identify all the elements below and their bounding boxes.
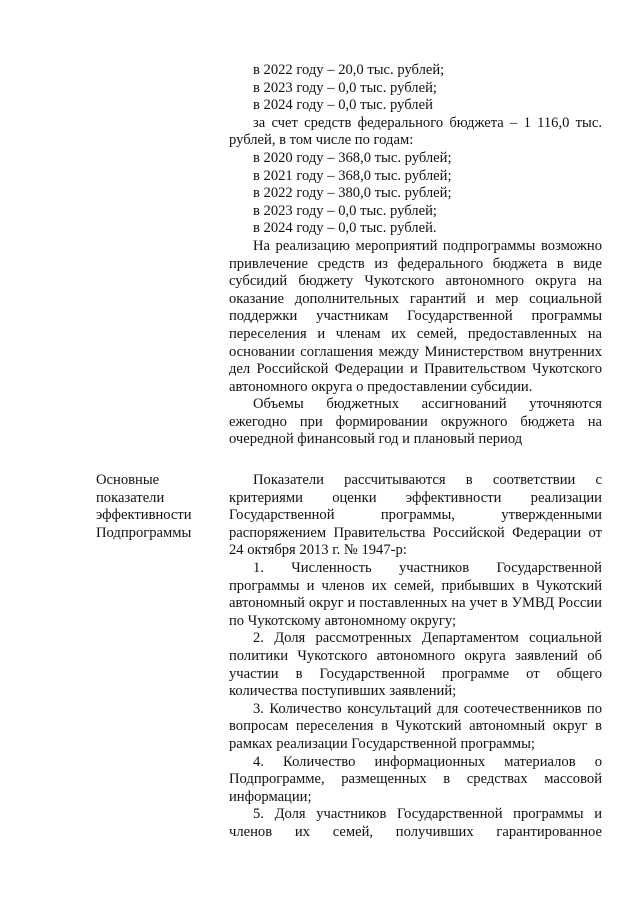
volumes-paragraph: Объемы бюджетных ассигнований уточняются ежегодно при формировании окружного бюджета на очередной финансовый год и плановый период [229, 396, 602, 448]
subsidy-paragraph: На реализацию мероприятий подпрограммы возможно привлечение средств из федерального бюджета в виде субсидий бюджету Чукотского автономного округа на оказание дополнительных гарантий и мер социальной поддержки участникам Государственной программы переселения и членам их семей, предоставленных на основании соглашения между Министерством внутренних дел Российской Федерации и Правительством Чукотского автономного округа о предоставлении субсидии. [229, 237, 602, 395]
regional-year-2023: в 2023 году – 0,0 тыс. рублей; [253, 79, 437, 96]
indicator-item-3: 3. Количество консультаций для соотечественников по вопросам переселения в Чукотский автономный округ в рамках реализации Государственной программы; [229, 700, 602, 752]
indicators-label-text: Основные показатели эффективности Подпрограммы [96, 472, 192, 541]
federal-year-2024: в 2024 году – 0,0 тыс. рублей. [253, 220, 437, 237]
indicators-intro: Показатели рассчитываются в соответствии с критериями оценки эффективности реализации Государственной программы, утвержденными распоряжением Правительства Российской Федерации от 24 октября 2013 г. № 1947-р: [229, 472, 602, 559]
regional-year-2022: в 2022 году – 20,0 тыс. рублей; [253, 62, 445, 78]
indicator-item-4: 4. Количество информационных материалов о Подпрограмме, размещенных в средствах массовой информации; [229, 753, 602, 805]
federal-year-2020: в 2020 году – 368,0 тыс. рублей; [253, 149, 452, 166]
indicator-item-2: 2. Доля рассмотренных Департаментом социальной политики Чукотского автономного округа заявлений об участии в Государственной программе от общего количества поступивших заявлений; [229, 630, 602, 700]
federal-year-2021: в 2021 году – 368,0 тыс. рублей; [253, 167, 452, 184]
federal-budget-intro: за счет средств федерального бюджета – 1 116,0 тыс. рублей, в том числе по годам: [229, 114, 602, 149]
federal-year-2023: в 2023 году – 0,0 тыс. рублей; [253, 202, 437, 219]
indicators-section [229, 472, 602, 841]
funding-section [229, 62, 602, 449]
regional-year-2024: в 2024 году – 0,0 тыс. рублей [253, 97, 433, 114]
indicator-item-1: 1. Численность участников Государственной программы и членов их семей, прибывших в Чукотский автономный округ и поставленных на учет в УМВД России по Чукотскому автономному округу; [229, 559, 602, 629]
indicators-label [96, 472, 216, 542]
indicator-item-5: 5. Доля участников Государственной программы и членов их семей, получивших гарантированное [229, 806, 602, 840]
federal-year-2022: в 2022 году – 380,0 тыс. рублей; [253, 185, 452, 202]
